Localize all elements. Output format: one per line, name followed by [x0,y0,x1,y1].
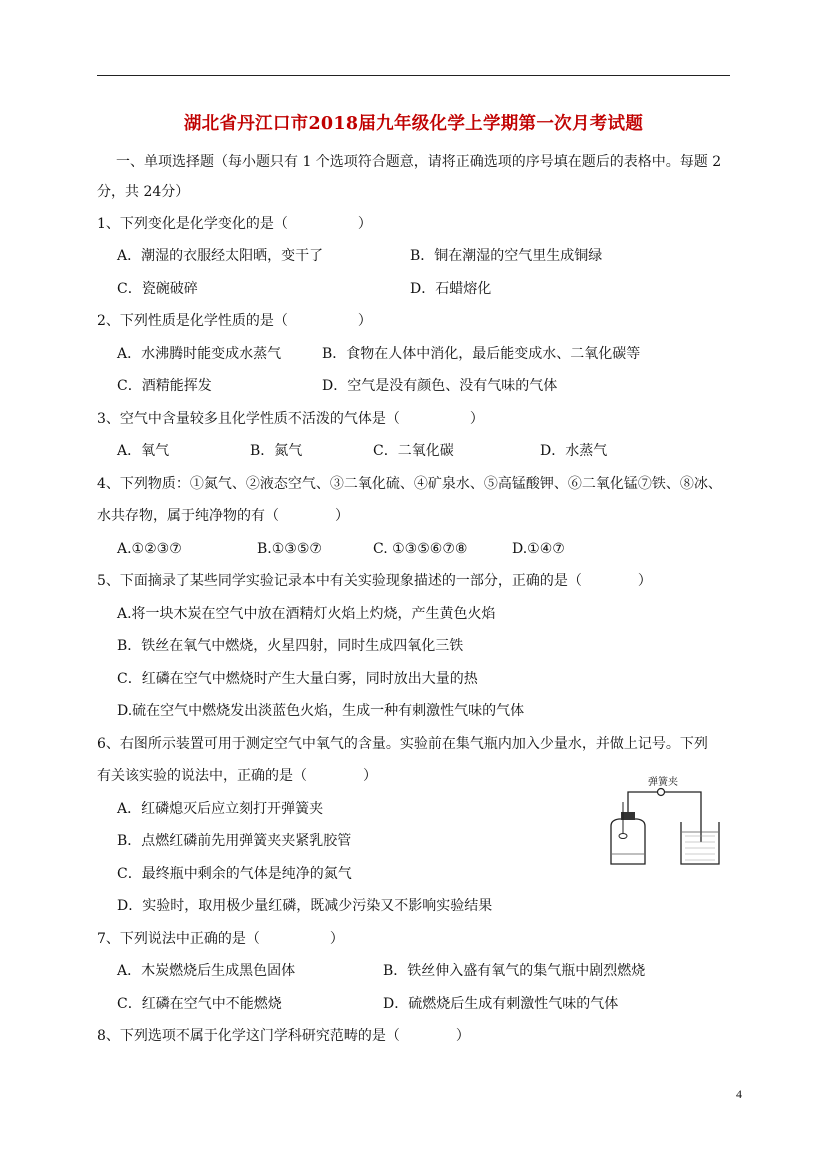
question-6-option-a: A．红磷熄灭后应立刻打开弹簧夹 [117,801,324,817]
question-7-stem: 7、下列说法中正确的是（ ） [97,931,344,947]
gas-collection-bottle [611,819,645,864]
question-5-stem: 5、下面摘录了某些同学实验记录本中有关实验现象描述的一部分，正确的是（ ） [97,573,652,589]
question-1-option-c: C．瓷碗破碎 [117,281,198,297]
question-1-option-a: A．潮湿的衣服经太阳晒，变干了 [117,248,324,264]
question-7-option-c: C．红磷在空气中不能燃烧 [117,996,282,1012]
question-5-option-c: C．红磷在空气中燃烧时产生大量白雾，同时放出大量的热 [117,671,478,687]
question-2-option-a: A．水沸腾时能变成水蒸气 [117,346,282,362]
question-3-option-a: A．氧气 [117,443,170,459]
question-5-option-d: D.硫在空气中燃烧发出淡蓝色火焰，生成一种有刺激性气味的气体 [117,703,525,719]
question-6-stem: 6、右图所示装置可用于测定空气中氧气的含量。实验前在集气瓶内加入少量水，并做上记号。下列 [97,736,708,752]
question-2-stem: 2、下列性质是化学性质的是（ ） [97,313,372,329]
spring-clamp [658,789,665,796]
question-1-option-b: B．铜在潮湿的空气里生成铜绿 [410,248,603,264]
section-instructions-line1: 一、单项选择题（每小题只有 1 个选项符合题意，请将正确选项的序号填在题后的表格中。每题 2 [116,154,722,170]
question-4-stem-continued: 水共存物，属于纯净物的有（ ） [97,508,349,524]
question-8-stem: 8、下列选项不属于化学这门学科研究范畴的是（ ） [97,1028,470,1044]
question-3-option-b: B．氮气 [250,443,303,459]
question-2-option-b: B．食物在人体中消化，最后能变成水、二氧化碳等 [322,346,641,362]
question-7-option-a: A．木炭燃烧后生成黑色固体 [117,963,296,979]
question-7-option-d: D．硫燃烧后生成有刺激性气味的气体 [383,996,619,1012]
water-beaker [681,822,719,864]
question-5-option-b: B．铁丝在氧气中燃烧，火星四射，同时生成四氧化三铁 [117,638,464,654]
question-3-stem: 3、空气中含量较多且化学性质不活泼的气体是（ ） [97,411,484,427]
question-4-option-b: B.①③⑤⑦ [257,541,322,557]
question-2-option-d: D．空气是没有颜色、没有气味的气体 [322,378,558,394]
page-number: 4 [736,1087,742,1101]
oxygen-measurement-apparatus-figure [603,772,723,872]
question-2-option-c: C．酒精能挥发 [117,378,212,394]
header-rule [97,75,730,76]
question-4-stem: 4、下列物质：①氮气、②液态空气、③二氧化硫、④矿泉水、⑤高锰酸钾、⑥二氧化锰⑦铁、⑧冰、 [97,476,722,492]
question-4-option-d: D.①④⑦ [512,541,565,557]
question-5-option-a: A.将一块木炭在空气中放在酒精灯火焰上灼烧，产生黄色火焰 [117,606,496,622]
rubber-tube [628,792,701,842]
beaker-water-hatching [685,836,715,860]
question-6-option-d: D．实验时，取用极少量红磷，既减少污染又不影响实验结果 [117,898,493,914]
question-7-option-b: B．铁丝伸入盛有氧气的集气瓶中剧烈燃烧 [383,963,646,979]
section-instructions-line2: 分，共 24分） [97,184,190,200]
question-4-option-c: C. ①③⑤⑥⑦⑧ [373,541,468,557]
combustion-spoon [619,834,627,839]
page-title: 湖北省丹江口市2018届九年级化学上学期第一次月考试题 [183,114,644,134]
question-1-option-d: D．石蜡熔化 [410,281,492,297]
question-6-stem-continued: 有关该实验的说法中，正确的是（ ） [97,768,377,784]
question-3-option-c: C．二氧化碳 [373,443,454,459]
question-4-option-a: A.①②③⑦ [117,541,182,557]
question-6-option-c: C．最终瓶中剩余的气体是纯净的氮气 [117,866,352,882]
spring-clamp-label: 弹簧夹 [648,777,678,788]
question-6-option-b: B．点燃红磷前先用弹簧夹夹紧乳胶管 [117,833,352,849]
question-1-stem: 1、下列变化是化学变化的是（ ） [97,216,372,232]
question-3-option-d: D．水蒸气 [540,443,608,459]
